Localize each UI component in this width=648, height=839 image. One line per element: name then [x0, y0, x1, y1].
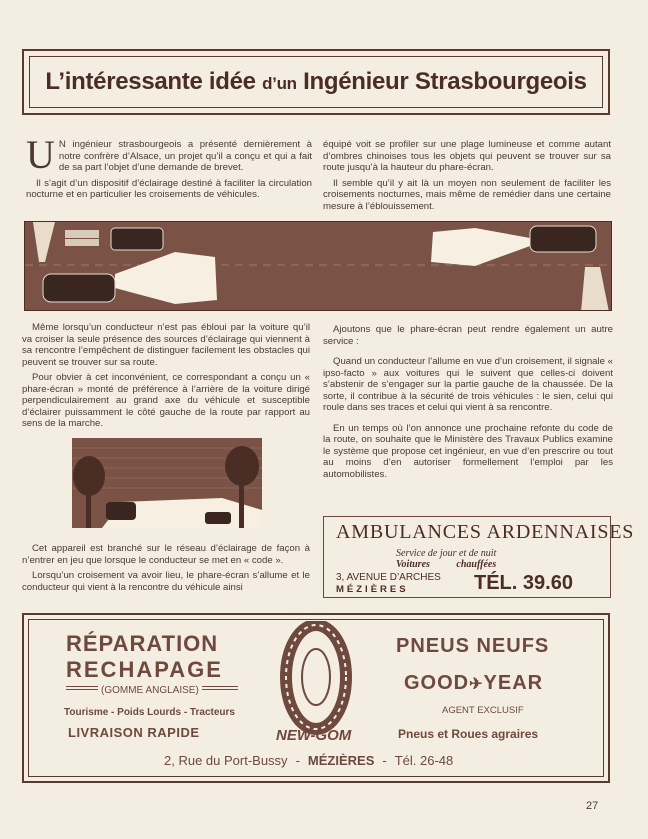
- garage-address-line: 2, Rue du Port-Bussy - MÉZIÈRES - Tél. 26-48: [164, 753, 454, 768]
- ambulance-name: AMBULANCES ARDENNAISES: [336, 521, 635, 543]
- paragraph: Lorsqu’un croisement va avoir lieu, le phare-écran s’allume et le conducteur qui vient à la rencontre du véhicule ainsi: [22, 570, 310, 593]
- drop-cap: U: [26, 132, 55, 177]
- wingfoot-icon: ✈: [469, 676, 484, 693]
- agricultural-tires: Pneus et Roues agraires: [398, 727, 539, 741]
- car-illustration: [205, 512, 231, 524]
- vehicle-types: Tourisme - Poids Lourds - Tracteurs: [64, 707, 235, 718]
- garage-address: 2, Rue du Port-Bussy: [164, 753, 288, 768]
- paragraph: Pour obvier à cet inconvénient, ce correspondant a conçu un « phare-écran » monté de préférence à l’arrière de la voiture dirigé perpendiculairement au grand axe du véhicule et susceptible d’éclairer puissamment le côté gauche de la route par rapport au sens de la marche.: [22, 372, 310, 429]
- paragraph: Ajoutons que le phare-écran peut rendre également un autre service :: [323, 324, 613, 347]
- ambulance-city: MÉZIÈRES: [336, 584, 409, 595]
- car-shadow: [65, 239, 99, 246]
- garage-phone: Tél. 26-48: [394, 753, 454, 768]
- car-right: [530, 226, 596, 252]
- retread-heading: RECHAPAGE: [66, 657, 223, 682]
- ambulance-address: 3, AVENUE D’ARCHES: [336, 572, 441, 583]
- left-column-bottom: [22, 543, 310, 597]
- title-inner-frame: [29, 56, 603, 108]
- ambulance-advertisement: [323, 516, 635, 598]
- night-road-illustration: [24, 221, 612, 311]
- title-part-2: d’un: [262, 74, 297, 93]
- paragraph: En un temps où l’on annonce une prochaine refonte du code de la route, on souhaite que le Ministère des Travaux Publics examine le système que propose cet ingénieur, en vue d’en prescrire ou tout au moins d’en autoriser formellement l’emploi par les automobilistes.: [323, 422, 613, 480]
- tree-right: [225, 446, 259, 486]
- title-part-3: Ingénieur Strasbourgeois: [296, 68, 587, 95]
- tree-trunk: [86, 493, 91, 528]
- paragraph: Même lorsqu’un conducteur n’est pas ébloui par la voiture qu’il va croiser la seule présence des sources d’éclairage qui viennent à sa rencontre l’empêchent de distinguer facilement les obstacles qui peuvent se trouver sur sa route.: [22, 322, 310, 368]
- title-frame: [22, 49, 610, 115]
- paragraph: Cet appareil est branché sur le réseau d’éclairage de façon à n’entrer en jeu que lorsque le conducteur se met en « code ».: [22, 543, 310, 566]
- tire-icon: [274, 621, 364, 741]
- left-column-intro: [26, 132, 312, 205]
- tire-brand: NEW-GOM: [276, 727, 352, 744]
- night-scene-illustration: [72, 438, 262, 528]
- goodyear-good: GOOD: [404, 672, 470, 694]
- paragraph: équipé voit se profiler sur une plage lumineuse et comme autant d’ombres chinoises tous les objets qui peuvent se trouver sur sa route jusqu’à la hauteur du phare-écran.: [323, 139, 611, 173]
- rubber-note: (GOMME ANGLAISE): [98, 685, 202, 696]
- car-bottom-left: [43, 274, 115, 302]
- left-column-middle: [22, 322, 310, 434]
- garage-advertisement: [22, 613, 610, 783]
- car-shadow: [65, 230, 99, 238]
- right-column-middle: [323, 324, 613, 484]
- garage-city: MÉZIÈRES: [307, 753, 375, 768]
- right-column-intro: [323, 139, 611, 216]
- road-drawing: [25, 222, 612, 311]
- car-top-left: [111, 228, 163, 250]
- paragraph-text: N ingénieur strasbourgeois a présenté dernièrement à notre confrère d’Alsace, un projet qu’il a conçu et qui a fait de sa part l’objet d’une demande de brevet.: [58, 139, 312, 173]
- paragraph: Il s’agit d’un dispositif d’éclairage destiné à faciliter la circulation nocturne et en particulier les croisements de véhicules.: [26, 177, 312, 200]
- goodyear-year: YEAR: [483, 672, 544, 694]
- ambulance-service: Service de jour et de nuit: [396, 548, 497, 559]
- goodyear-logo: [404, 672, 543, 695]
- ambulance-phone: TÉL. 39.60: [474, 572, 573, 594]
- repair-heading: RÉPARATION: [66, 631, 219, 656]
- paragraph: Il semble qu’il y ait là un moyen non seulement de faciliter les croisements nocturnes, mais même de remédier dans une certaine mesure à l’éblouissement.: [323, 177, 611, 212]
- night-scene-drawing: [72, 438, 262, 528]
- title-part-1: L’intéressante idée: [45, 68, 263, 95]
- ambulance-cars: Voitures chauffées: [396, 559, 497, 570]
- new-tires-heading: PNEUS NEUFS: [396, 635, 550, 657]
- car-illustration: [106, 502, 136, 520]
- tree-trunk: [239, 482, 244, 528]
- tree-left: [73, 456, 105, 496]
- intro-paragraph: [26, 132, 312, 177]
- delivery-text: LIVRAISON RAPIDE: [68, 725, 200, 740]
- exclusive-agent: AGENT EXCLUSIF: [442, 705, 524, 716]
- page-number: 27: [586, 800, 599, 812]
- article-title: [45, 68, 586, 96]
- paragraph: Quand un conducteur l’allume en vue d’un croisement, il signale « ipso-facto » aux voitures qui le suivent que celles-ci doivent s’abstenir de s’engager sur la partie gauche de la chaussée. De la sorte, il contribue à la sécurité de trois véhicules : le sien, celui qui roule dans ses traces et celui qui vient à sa rencontre.: [323, 356, 613, 413]
